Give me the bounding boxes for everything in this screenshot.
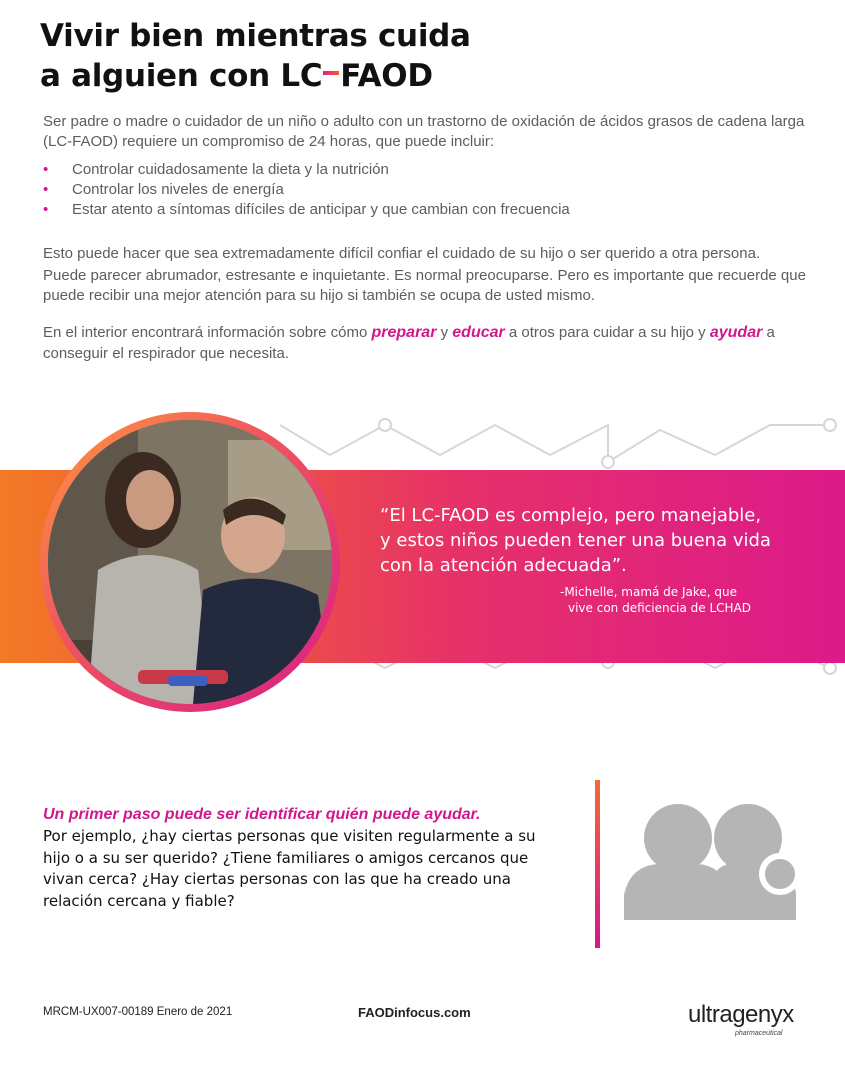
emphasis-educar: educar: [452, 324, 505, 341]
inside-info-paragraph: [43, 322, 823, 364]
emphasis-ayudar: ayudar: [709, 324, 763, 341]
emphasis-preparar: preparar: [371, 324, 437, 341]
website-link[interactable]: FAODinfocus.com: [358, 1005, 471, 1020]
first-step-line: vivan cerca? ¿Hay ciertas personas con las que ha creado una: [43, 870, 511, 888]
list-item-text: Controlar cuidadosamente la dieta y la nutrición: [72, 161, 389, 178]
needs-list: [43, 160, 813, 220]
people-icon: [620, 800, 800, 920]
caregiver-photo: [48, 420, 332, 704]
testimonial-quote: [380, 503, 810, 578]
inside-text-4: a conseguir el respirador que necesita.: [43, 324, 775, 362]
list-item-text: Controlar los niveles de energía: [72, 181, 284, 198]
ultragenyx-logo: [688, 994, 818, 1044]
inside-text-2: y: [436, 324, 453, 341]
accent-divider: [595, 780, 600, 948]
concern-paragraph: [43, 244, 823, 306]
page-title: [40, 16, 471, 96]
intro-paragraph: Ser padre o madre o cuidador de un niño o adulto con un trastorno de oxidación de ácidos grasos de cadena larga (LC-FAOD) requiere un compromiso de 24 horas, que puede incluir:: [43, 113, 805, 150]
quote-line: con la atención adecuada”.: [380, 555, 627, 576]
logo-wordmark: ultragenyx: [688, 1001, 794, 1028]
attribution-line: -Michelle, mamá de Jake, que: [560, 585, 738, 599]
quote-attribution: [560, 584, 820, 616]
inside-text-1: En el interior encontrará información sobre cómo: [43, 324, 372, 341]
title-line-2b: FAOD: [340, 58, 433, 94]
first-step-heading: Un primer paso puede ser identificar quién puede ayudar.: [43, 806, 481, 823]
list-item: [43, 180, 813, 200]
first-step-body: [43, 826, 583, 912]
first-step-line: Por ejemplo, ¿hay ciertas personas que visiten regularmente a su: [43, 827, 536, 845]
concern-line-2: Puede parecer abrumador, estresante e inquietante. Es normal preocuparse. Pero es importante que recuerde que puede recibir una mejor atención para su hijo si también se ocupa de usted mismo.: [43, 267, 806, 304]
title-line-1: Vivir bien mientras cuida: [40, 18, 471, 54]
attribution-line: vive con deficiencia de LCHAD: [568, 601, 752, 615]
list-item: [43, 160, 813, 180]
bullet-dot: •: [43, 201, 49, 218]
quote-line: y estos niños pueden tener una buena vida: [380, 530, 771, 551]
title-line-2a: a alguien con LC: [40, 58, 323, 94]
title-dash: [323, 71, 339, 75]
first-step-line: relación cercana y fiable?: [43, 891, 235, 910]
concern-line-1: Esto puede hacer que sea extremadamente difícil confiar el cuidado de su hijo o ser querido a otra persona.: [43, 245, 761, 262]
list-item: [43, 200, 813, 220]
bullet-dot: •: [43, 181, 49, 198]
inside-text-3: a otros para cuidar a su hijo y: [504, 324, 710, 341]
list-item-text: Estar atento a síntomas difíciles de anticipar y que cambian con frecuencia: [72, 201, 570, 218]
bullet-dot: •: [43, 161, 49, 178]
logo-subtitle: pharmaceutical: [735, 1030, 783, 1037]
document-code: MRCM-UX007-00189 Enero de 2021: [43, 1006, 233, 1018]
quote-line: “El LC-FAOD es complejo, pero manejable,: [380, 505, 762, 526]
caregiver-photo-illustration: [48, 420, 332, 704]
first-step-line: hijo o a su ser querido? ¿Tiene familiares o amigos cercanos que: [43, 848, 529, 867]
